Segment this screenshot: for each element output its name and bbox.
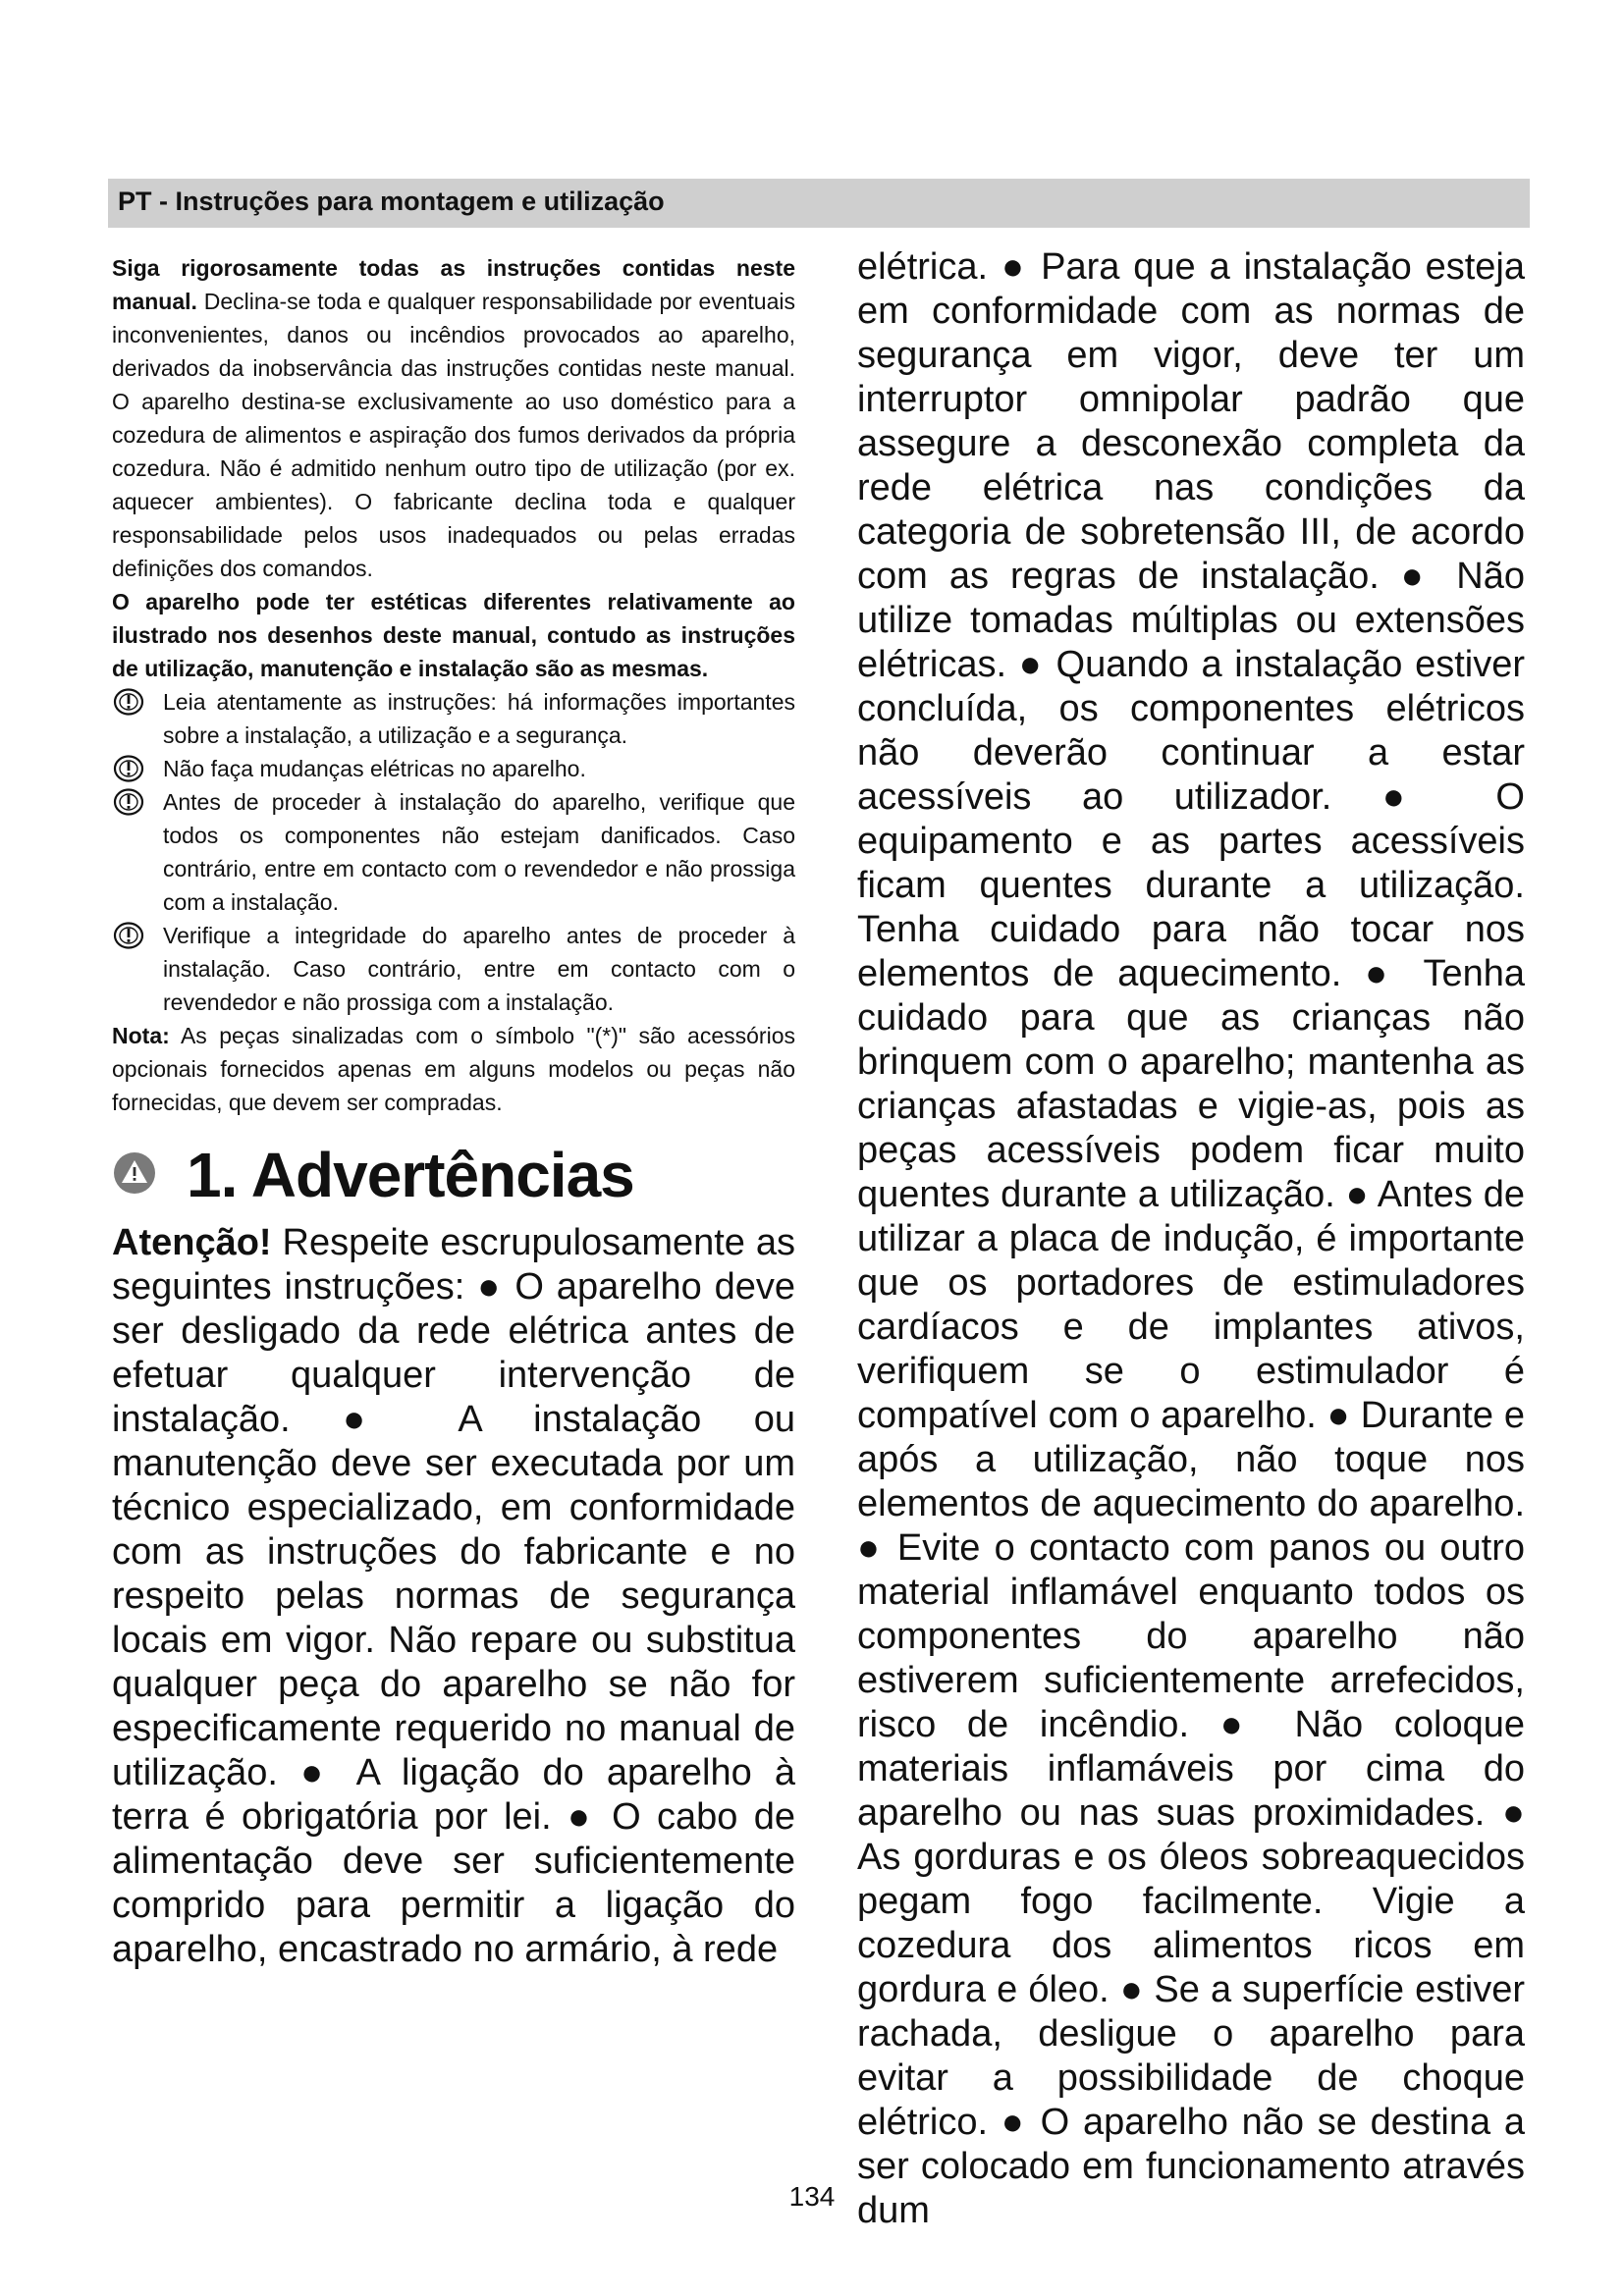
warning-item <box>112 685 795 752</box>
left-column <box>112 251 795 1972</box>
intro-bold-lead: Siga rigorosamente todas as instruções contidas neste manual. <box>112 255 795 314</box>
intro-text: Declina-se toda e qualquer responsabilidade por eventuais inconvenientes, danos ou incêndios provocados ao aparelho, derivados da inobservância das instruções contidas neste manual. O aparelho destina-se exclusivamente ao uso doméstico para a cozedura de alimentos e aspiração dos fumos derivados da própria cozedura. Não é admitido nenhum outro tipo de utilização (por ex. aquecer ambientes). O fabricante declina toda e qualquer responsabilidade pelos usos inadequados ou pelas erradas definições dos comandos. <box>112 289 795 581</box>
warning-item <box>112 785 795 919</box>
warning-item <box>112 919 795 1019</box>
warning-text: Leia atentamente as instruções: há informações importantes sobre a instalação, a utilização e a segurança. <box>163 689 795 748</box>
note-text: As peças sinalizadas com o símbolo "(*)" são acessórios opcionais fornecidos apenas em alguns modelos ou peças não fornecidas, que devem ser compradas. <box>112 1023 795 1115</box>
intro-paragraph <box>112 251 795 585</box>
page-header-title: PT - Instruções para montagem e utilização <box>118 187 665 216</box>
caution-circle-icon <box>112 752 163 785</box>
caution-circle-icon <box>112 785 163 819</box>
page-number: 134 <box>788 2181 836 2212</box>
note-paragraph <box>112 1019 795 1119</box>
warnings-body-right: elétrica. ● Para que a instalação esteja em conformidade com as normas de segurança em vigor, deve ter um interruptor omnipolar padrão que assegure a desconexão completa da rede elétrica nas condições da categoria de sobretensão III, de acordo com as regras de instalação. ● Não utilize tomadas múltiplas ou extensões elétricas. ● Quando a instalação estiver concluída, os componentes elétricos não deverão continuar a estar acessíveis ao utilizador. ● O equipamento e as partes acessíveis ficam quentes durante a utilização. Tenha cuidado para não tocar nos elementos de aquecimento. ● Tenha cuidado para que as crianças não brinquem com o aparelho; mantenha as crianças afastadas e vigie-as, pois as peças acessíveis podem ficar muito quentes durante a utilização. ● Antes de utilizar a placa de indução, é importante que os portadores de estimuladores cardíacos e de implantes ativos, verifiquem se o estimulador é compatível com o aparelho. ● Durante e após a utilização, não toque nos elementos de aquecimento do aparelho. ● Evite o contacto com panos ou outro material inflamável enquanto todos os componentes do aparelho não estiverem suficientemente arrefecidos, risco de incêndio. ● Não coloque materiais inflamáveis por cima do aparelho ou nas suas proximidades. ● As gorduras e os óleos sobreaquecidos pegam fogo facilmente. Vigie a cozedura dos alimentos ricos em gordura e óleo. ● Se a superfície estiver rachada, desligue o aparelho para evitar a possibilidade de choque elétrico. ● O aparelho não se destina a ser colocado em funcionamento através dum <box>857 246 1525 2231</box>
right-column <box>857 245 1525 2233</box>
warnings-body-left <box>112 1221 795 1972</box>
warning-triangle-icon <box>112 1150 157 1201</box>
warning-text: Antes de proceder à instalação do aparelho, verifique que todos os componentes não estejam danificados. Caso contrário, entre em contacto com o revendedor e não prossiga com a instalação. <box>163 789 795 915</box>
warnings-body-left-text: Respeite escrupulosamente as seguintes instruções: ● O aparelho deve ser desligado da rede elétrica antes de efetuar qualquer intervenção de instalação. ● A instalação ou manutenção deve ser executada por um técnico especializado, em conformidade com as instruções do fabricante e no respeito pelas normas de segurança locais em vigor. Não repare ou substitua qualquer peça do aparelho se não for especificamente requerido no manual de utilização. ● A ligação do aparelho à terra é obrigatória por lei. ● O cabo de alimentação deve ser suficientemente comprido para permitir a ligação do aparelho, encastrado no armário, à rede <box>112 1222 795 1970</box>
warnings-list <box>112 685 795 1019</box>
warning-text: Não faça mudanças elétricas no aparelho. <box>163 756 586 781</box>
warning-text: Verifique a integridade do aparelho antes de proceder à instalação. Caso contrário, entre em contacto com o revendedor e não prossiga com a instalação. <box>163 923 795 1015</box>
caution-circle-icon <box>112 919 163 952</box>
intro-bold-text: O aparelho pode ter estéticas diferentes relativamente ao ilustrado nos desenhos deste manual, contudo as instruções de utilização, manutenção e instalação são as mesmas. <box>112 589 795 681</box>
attention-lead: Atenção! <box>112 1222 272 1263</box>
header-bar <box>108 179 1530 228</box>
section-title: 1. Advertências <box>187 1140 634 1210</box>
intro-bold-paragraph <box>112 585 795 685</box>
caution-circle-icon <box>112 685 163 719</box>
warning-item <box>112 752 795 785</box>
section-heading <box>112 1139 795 1211</box>
note-label: Nota: <box>112 1023 170 1048</box>
